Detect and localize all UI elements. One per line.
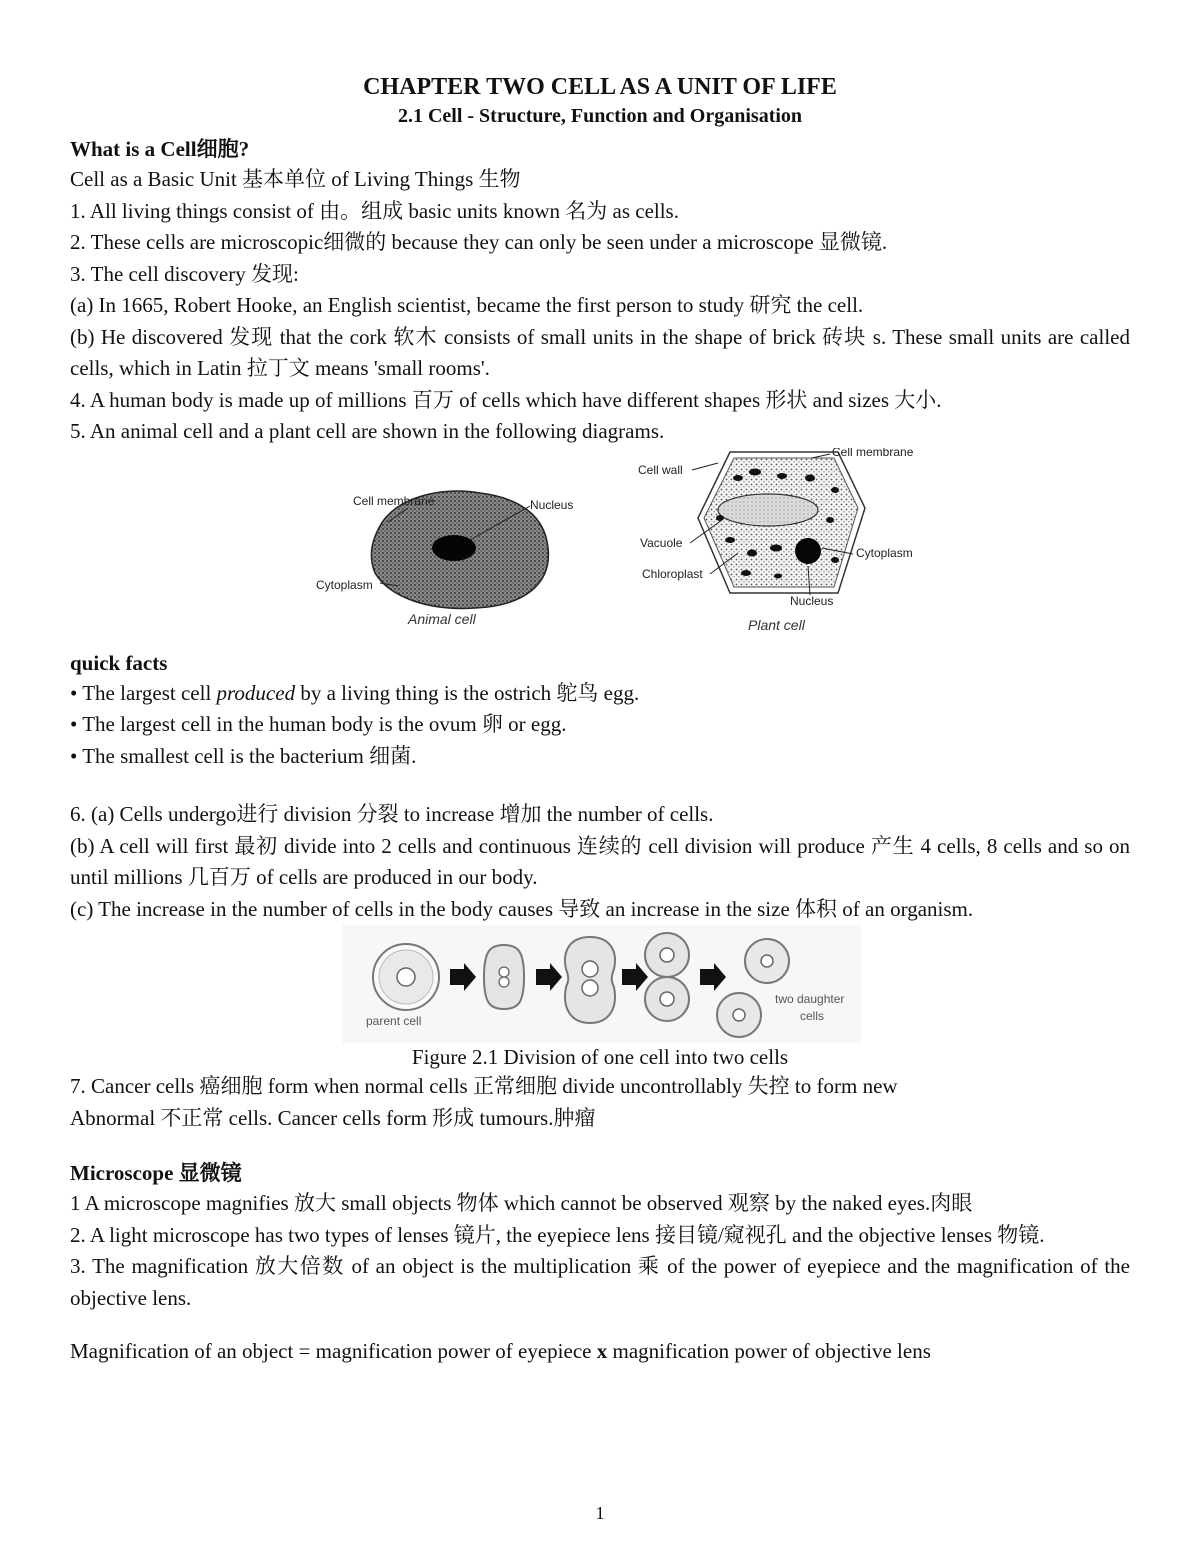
plant-nucleus <box>795 538 821 564</box>
plant-caption: Plant cell <box>748 616 805 633</box>
nucleus <box>582 961 598 977</box>
figure-caption: Figure 2.1 Division of one cell into two cells <box>411 1045 789 1069</box>
animal-cell-diagram <box>316 491 573 627</box>
spacer <box>70 1134 1130 1158</box>
nucleus <box>582 980 598 996</box>
animal-label-cytoplasm: Cytoplasm <box>316 577 373 592</box>
formula-operator: x <box>596 1339 608 1363</box>
formula-left: Magnification of an object = magnification power of eyepiece <box>70 1339 597 1363</box>
document-page <box>70 72 1130 1388</box>
point-6b: (b) A cell will first 最初 divide into 2 cells and continuous 连续的 cell division will produce 产生 4 cells, 8 cells and so on until millions 几百万 of cells are produced in our body. <box>70 833 1130 889</box>
plant-label-membrane: Cell membrane <box>832 447 914 459</box>
parent-nucleus <box>397 968 415 986</box>
chapter-title: CHAPTER TWO CELL AS A UNIT OF LIFE <box>363 74 837 100</box>
nucleus <box>660 948 674 962</box>
cell-diagrams <box>70 448 1130 648</box>
fact-1-emphasis: produced <box>216 680 296 705</box>
point-6a: 6. (a) Cells undergo进行 division 分裂 to increase 增加 the number of cells. <box>70 802 714 826</box>
fact-3: • The smallest cell is the bacterium 细菌. <box>70 743 417 768</box>
heading-microscope: Microscope 显微镜 <box>70 1161 242 1185</box>
point-3b: (b) He discovered 发现 that the cork 软木 consists of small units in the shape of brick 砖块 s. These small units are called cells, which in Latin 拉丁文 means 'small rooms'. <box>70 324 1130 380</box>
nucleus <box>761 955 773 967</box>
section-subtitle: 2.1 Cell - Structure, Function and Organisation <box>397 105 803 127</box>
point-2: 2. These cells are microscopic细微的 because they can only be seen under a microscope 显微镜. <box>70 230 888 254</box>
label-parent-cell: parent cell <box>366 1014 422 1028</box>
microscope-point-2: 2. A light microscope has two types of lenses 镜片, the eyepiece lens 接目镜/窥视孔 and the objective lenses 物镜. <box>70 1222 1045 1247</box>
fact-1-start: • The largest cell <box>70 680 217 705</box>
intro-line: Cell as a Basic Unit 基本单位 of Living Things 生物 <box>70 167 521 191</box>
plant-cell-diagram <box>638 448 914 633</box>
nucleus <box>499 977 509 987</box>
point-6c: (c) The increase in the number of cells in the body causes 导致 an increase in the size 体积 of an organism. <box>70 896 974 921</box>
cell-diagrams-svg <box>70 448 1130 648</box>
leader-line <box>692 463 718 470</box>
point-7-line-2: Abnormal 不正常 cells. Cancer cells form 形成 tumours.肿瘤 <box>70 1105 596 1130</box>
point-1: 1. All living things consist of 由。组成 basic units known 名为 as cells. <box>70 198 679 223</box>
label-daughter-line-2: cells <box>800 1009 825 1023</box>
point-3a: (a) In 1665, Robert Hooke, an English scientist, became the first person to study 研究 the cell. <box>70 293 864 317</box>
nucleus <box>660 992 674 1006</box>
heading-what-is-a-cell: What is a Cell细胞? <box>70 137 250 161</box>
point-7-line-1: 7. Cancer cells 癌细胞 form when normal cells 正常细胞 divide uncontrollably 失控 to form new <box>70 1074 898 1098</box>
fact-1 <box>70 678 1130 710</box>
nucleus <box>733 1009 745 1021</box>
animal-nucleus <box>432 535 476 561</box>
plant-label-chloroplast: Chloroplast <box>642 566 703 581</box>
plant-label-wall: Cell wall <box>638 462 683 477</box>
plant-label-cytoplasm: Cytoplasm <box>856 545 913 560</box>
point-4: 4. A human body is made up of millions 百万 of cells which have different shapes 形状 and sizes 大小. <box>70 387 942 412</box>
nucleus <box>499 967 509 977</box>
microscope-point-1: 1 A microscope magnifies 放大 small objects 物体 which cannot be observed 观察 by the naked eyes.肉眼 <box>70 1191 973 1215</box>
division-figure-svg <box>70 925 1130 1043</box>
spacer <box>70 772 1130 799</box>
microscope-point-3: 3. The magnification 放大倍数 of an object is the multiplication 乘 of the power of eyepiece and the magnification of the objective lens. <box>70 1254 1130 1310</box>
animal-label-nucleus: Nucleus <box>530 497 574 512</box>
animal-label-membrane: Cell membrane <box>353 493 435 508</box>
point-3: 3. The cell discovery 发现: <box>70 261 299 286</box>
plant-label-vacuole: Vacuole <box>640 535 683 550</box>
point-5: 5. An animal cell and a plant cell are shown in the following diagrams. <box>70 419 665 443</box>
fact-2: • The largest cell in the human body is the ovum 卵 or egg. <box>70 712 567 736</box>
division-figure <box>70 925 1130 1043</box>
fact-1-end: by a living thing is the ostrich 鸵鸟 egg. <box>295 680 640 705</box>
plant-vacuole <box>718 494 818 526</box>
animal-caption: Animal cell <box>408 610 476 627</box>
plant-label-nucleus: Nucleus <box>790 593 834 608</box>
label-daughter-line-1: two daughter <box>775 992 845 1006</box>
magnification-formula <box>70 1336 1130 1367</box>
page-number: 1 <box>595 1503 605 1523</box>
heading-quick-facts: quick facts <box>70 650 168 675</box>
formula-right: magnification power of objective lens <box>607 1339 931 1363</box>
